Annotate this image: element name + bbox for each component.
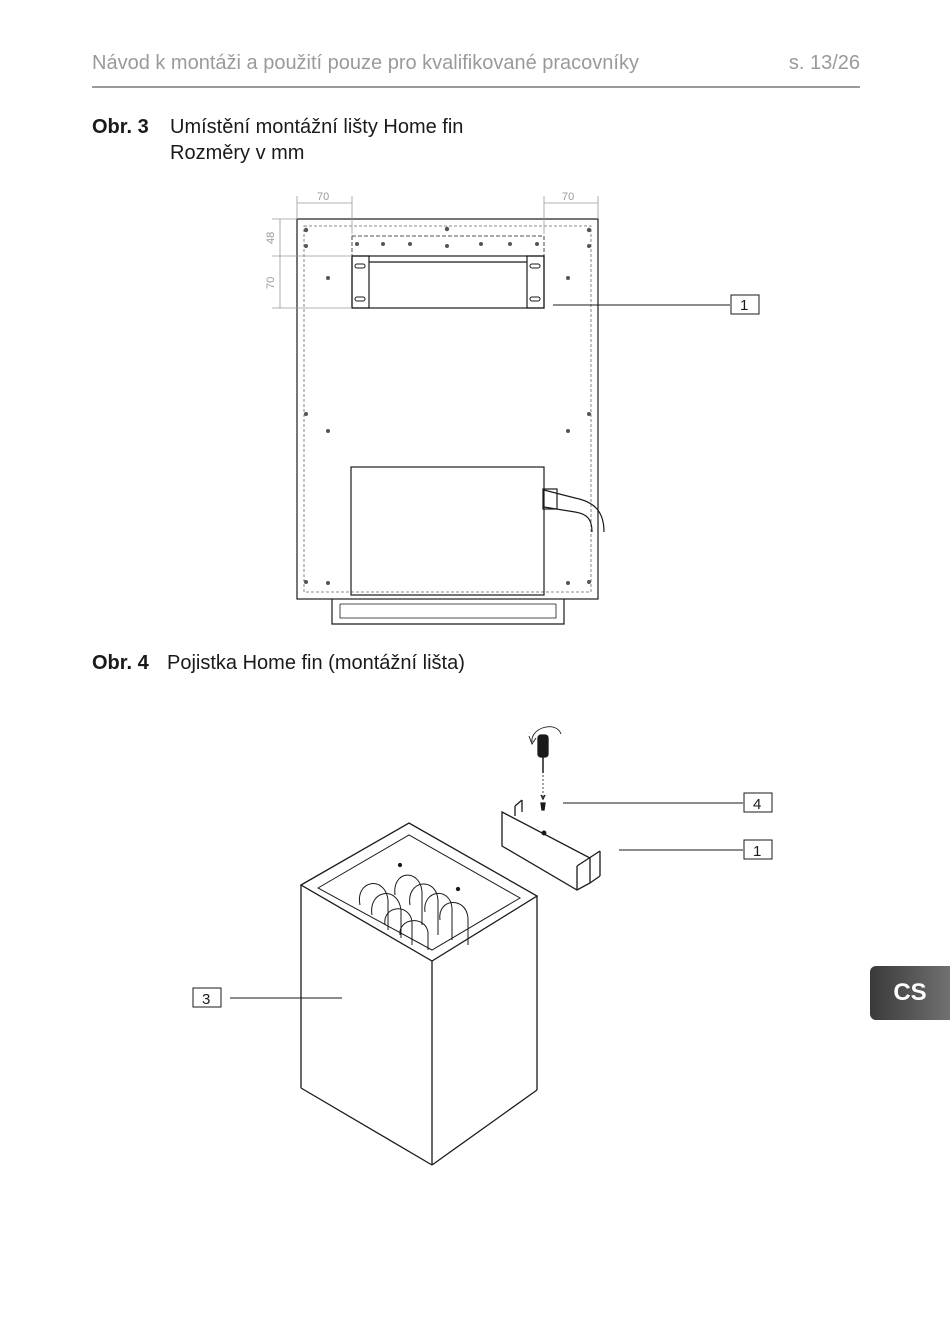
dimension-left-width: 70 [317, 191, 330, 203]
figure3-drawing [0, 0, 950, 640]
document-title: Návod k montáži a použití pouze pro kvalifikované pracovníky [92, 52, 639, 74]
dimension-top-height: 48 [265, 231, 277, 244]
figure4-callout-3: 3 [202, 991, 211, 1008]
dimension-right-width: 70 [562, 191, 575, 203]
figure4-callout-1: 1 [753, 843, 762, 860]
page-number: s. 13/26 [788, 52, 860, 74]
heater-back-panel [297, 219, 598, 599]
figure4-label: Obr. 4 [92, 652, 149, 674]
screwdriver-icon [538, 735, 548, 757]
figure4-callout-4: 4 [753, 796, 762, 813]
dimension-rail-height: 70 [265, 276, 277, 289]
figure3-label: Obr. 3 [92, 116, 149, 138]
figure3-subtitle: Rozměry v mm [170, 142, 305, 164]
figure3-title: Umístění montážní lišty Home fin [170, 116, 464, 138]
language-tab: CS [870, 966, 950, 1020]
figure4-title: Pojistka Home fin (montážní lišta) [167, 652, 465, 674]
connection-box [351, 467, 544, 595]
figure4-drawing [0, 700, 950, 1180]
mounting-rail [352, 256, 544, 308]
figure3-callout-1: 1 [740, 297, 749, 314]
